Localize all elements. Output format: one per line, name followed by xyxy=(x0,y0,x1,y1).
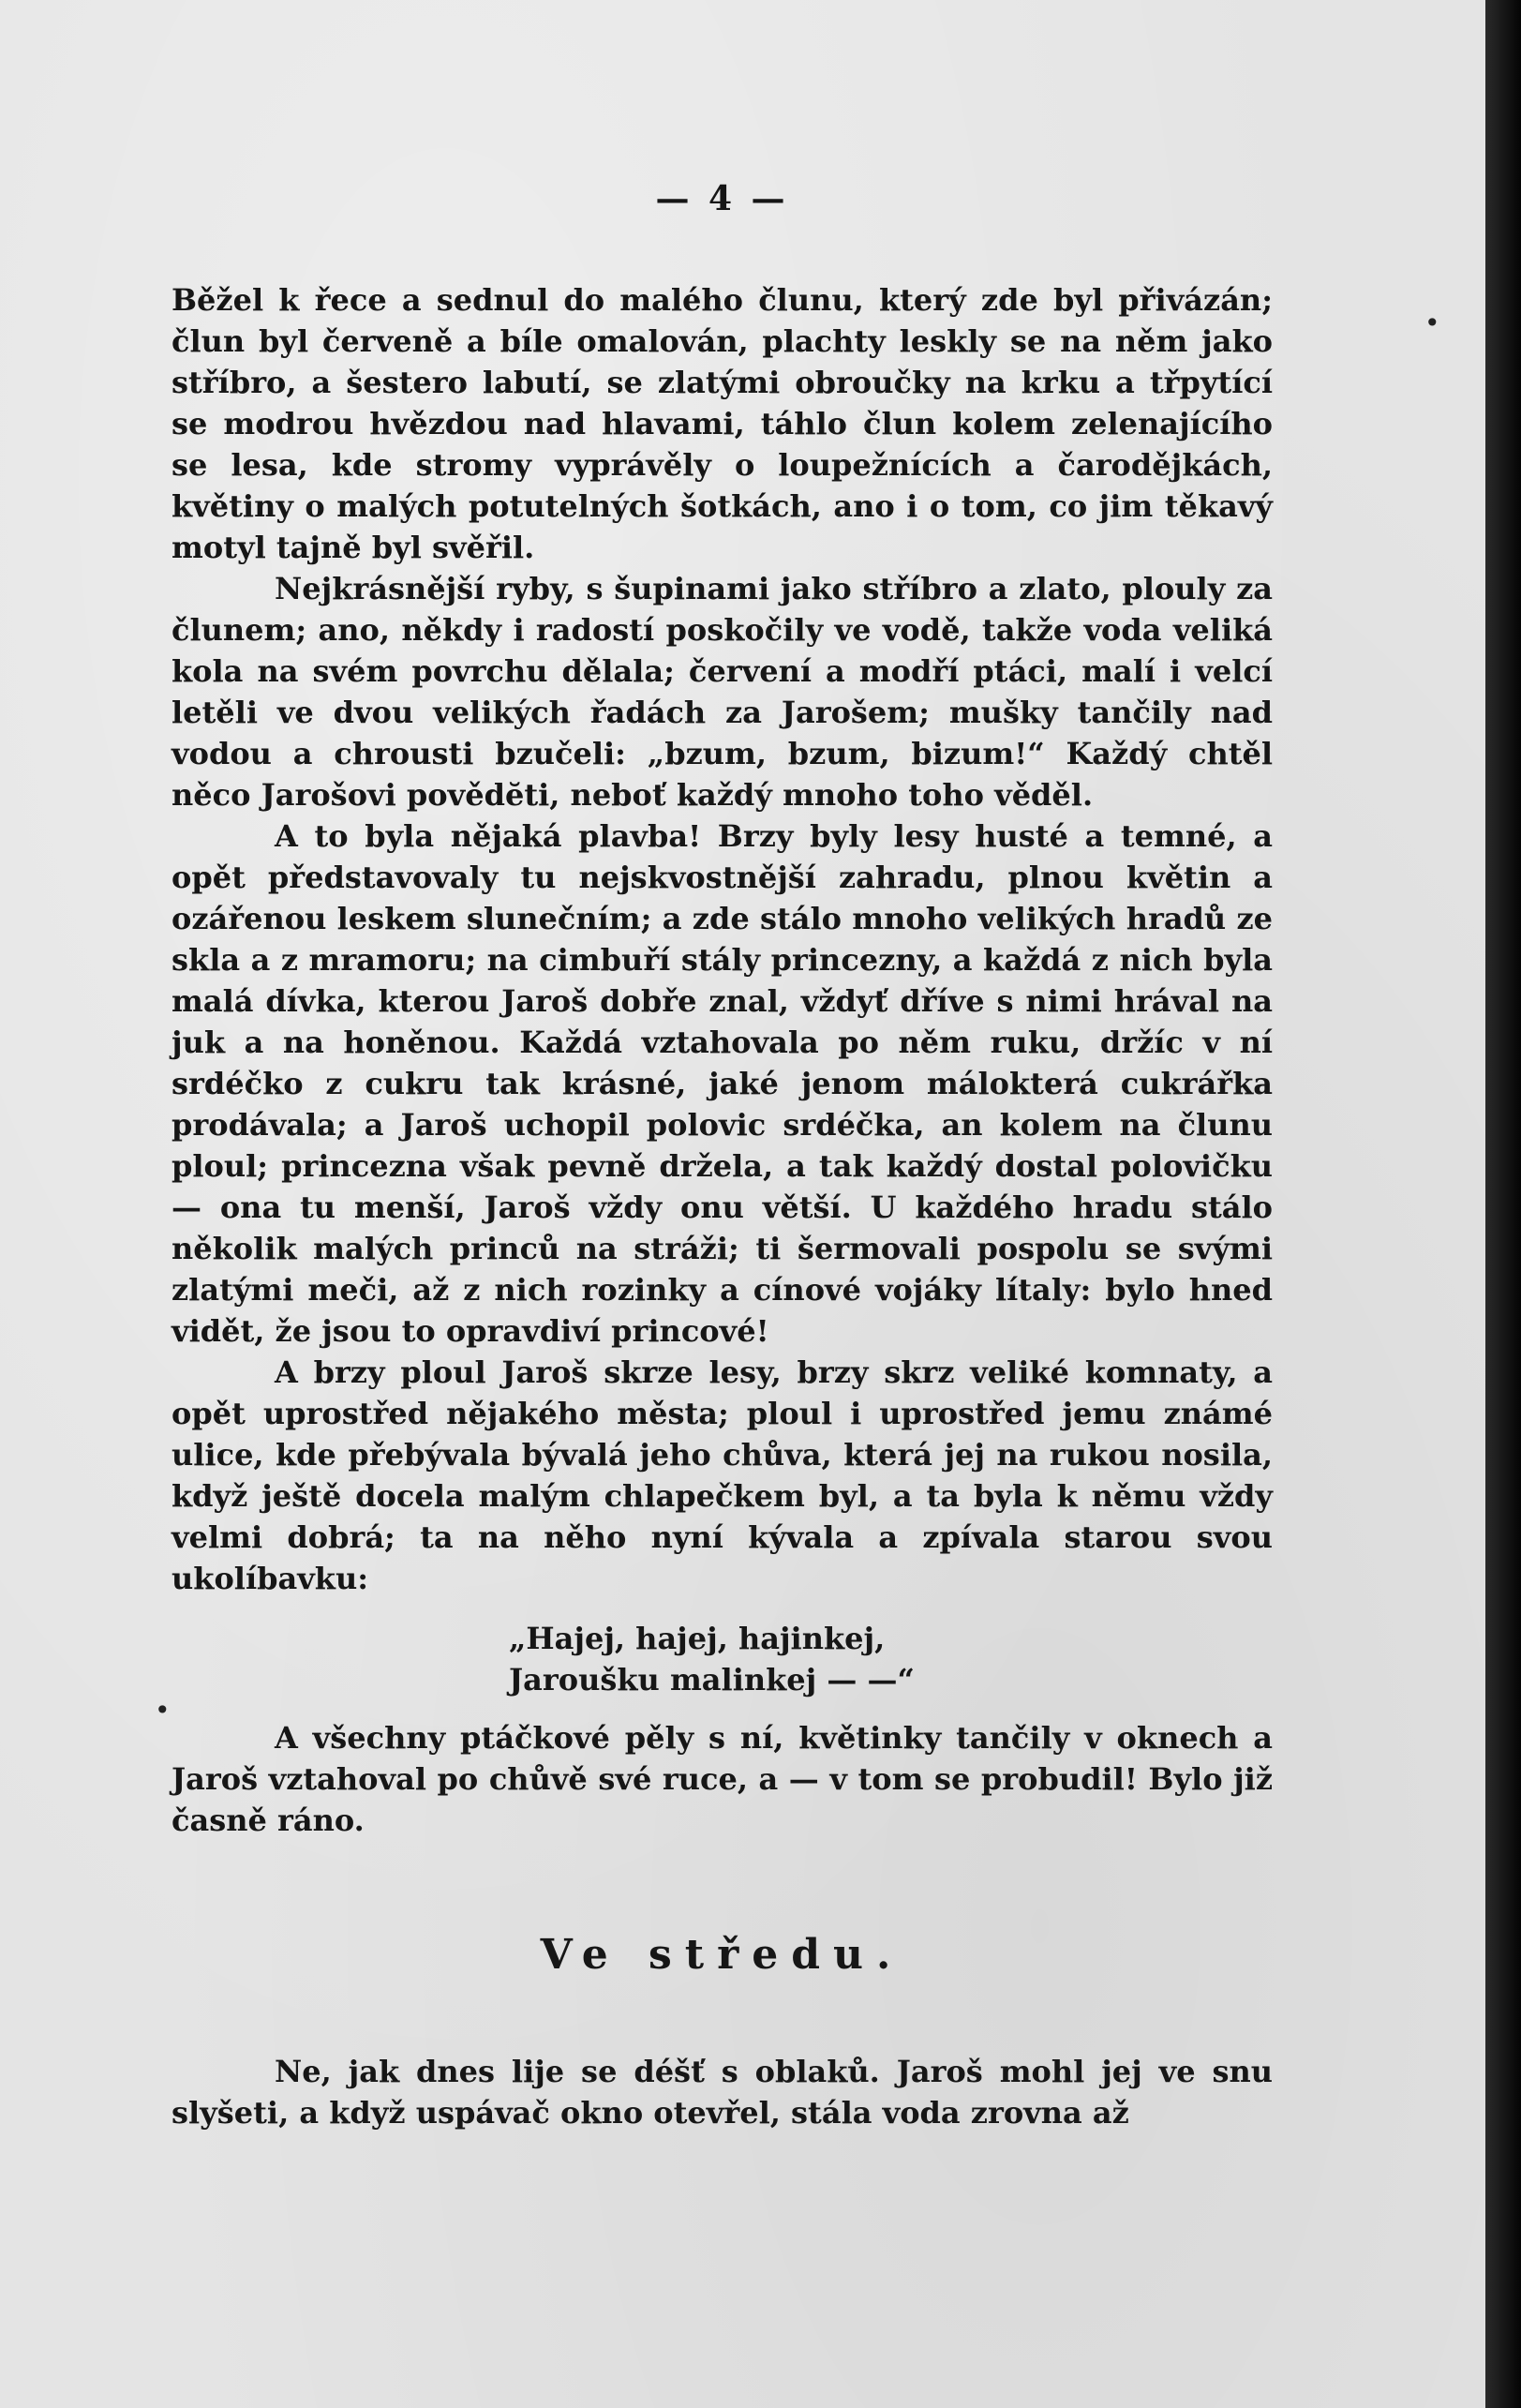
page-text-block xyxy=(171,178,1273,2133)
paragraph-1: Běžel k řece a sednul do malého člunu, který zde byl přivázán; člun byl červeně a bíle omalován, plachty leskly se na něm jako stříbro, a šestero labutí, se zlatými obroučky na krku a třpytící se modrou hvězdou nad hlavami, táhlo člun kolem zelenajícího se lesa, kde stromy vyprávěly o loupežnících a čarodějkách, květiny o malých potutelných šotkách, ano i o tom, co jim těkavý motyl tajně byl svěřil. xyxy=(171,282,1273,565)
section-paragraph: Ne, jak dnes lije se déšť s oblaků. Jaroš mohl jej ve snu slyšeti, a když uspávač okno otevřel, stála voda zrovna až xyxy=(171,2054,1273,2131)
page-number: — 4 — xyxy=(655,179,789,218)
paragraph-3: A to byla nějaká plavba! Brzy byly lesy husté a temné, a opět představovaly tu nejskvostnější zahradu, plnou květin a ozářenou leskem slunečním; a zde stálo mnoho velikých hradů ze skla a z mramoru; na cimbuří stály princezny, a každá z nich byla malá dívka, kterou Jaroš dobře znal, vždyť dříve s nimi hrával na juk a na honěnou. Každá vztahovala po něm ruku, držíc v ní srdéčko z cukru tak krásné, jaké jenom málokterá cukrářka prodávala; a Jaroš uchopil polovic srdéčka, an kolem na člunu ploul; princezna však pevně držela, a tak každý dostal polovičku — ona tu menší, Jaroš vždy onu větší. U každého hradu stálo několik malých princů na stráži; ti šermovali pospolu se svými zlatými meči, až z nich rozinky a cínové vojáky lítaly: bylo hned vidět, že jsou to opravdiví princové! xyxy=(171,818,1273,1349)
paragraph-5: A všechny ptáčkové pěly s ní, květinky tančily v oknech a Jaroš vztahoval po chůvě své ruce, a — v tom se probudil! Bylo již časně ráno. xyxy=(171,1720,1273,1838)
page-edge-shadow xyxy=(1485,0,1521,2408)
paragraph-2: Nejkrásnější ryby, s šupinami jako stříbro a zlato, plouly za člunem; ano, někdy i radostí poskočily ve vodě, takže voda veliká kola na svém povrchu dělala; červení a modří ptáci, malí i velcí letěli ve dvou velikých řadách za Jarošem; mušky tančily nad vodou a chrousti bzučeli: „bzum, bzum, bizum!“ Každý chtěl něco Jarošovi povědĕti, neboť každý mnoho toho věděl. xyxy=(171,571,1273,813)
ink-dot-mark: • xyxy=(155,1695,171,1726)
lullaby-verse xyxy=(509,1618,1273,1700)
verse-line-2: Jaroušku malinkej — —“ xyxy=(509,1662,915,1698)
paragraph-4: A brzy ploul Jaroš skrze lesy, brzy skrz veliké komnaty, a opět uprostřed nějakého města; ploul i uprostřed jemu známé ulice, kde přebývala bývalá jeho chůva, která jej na rukou nosila, když ještě docela malým chlapečkem byl, a ta byla k němu vždy velmi dobrá; ta na něho nyní kývala a zpívala starou svou ukolíbavku: xyxy=(171,1354,1273,1596)
ink-dot-mark: • xyxy=(1424,307,1440,338)
section-title: Ve středu. xyxy=(540,1931,904,1979)
verse-line-1: „Hajej, hajej, hajinkej, xyxy=(509,1621,886,1656)
